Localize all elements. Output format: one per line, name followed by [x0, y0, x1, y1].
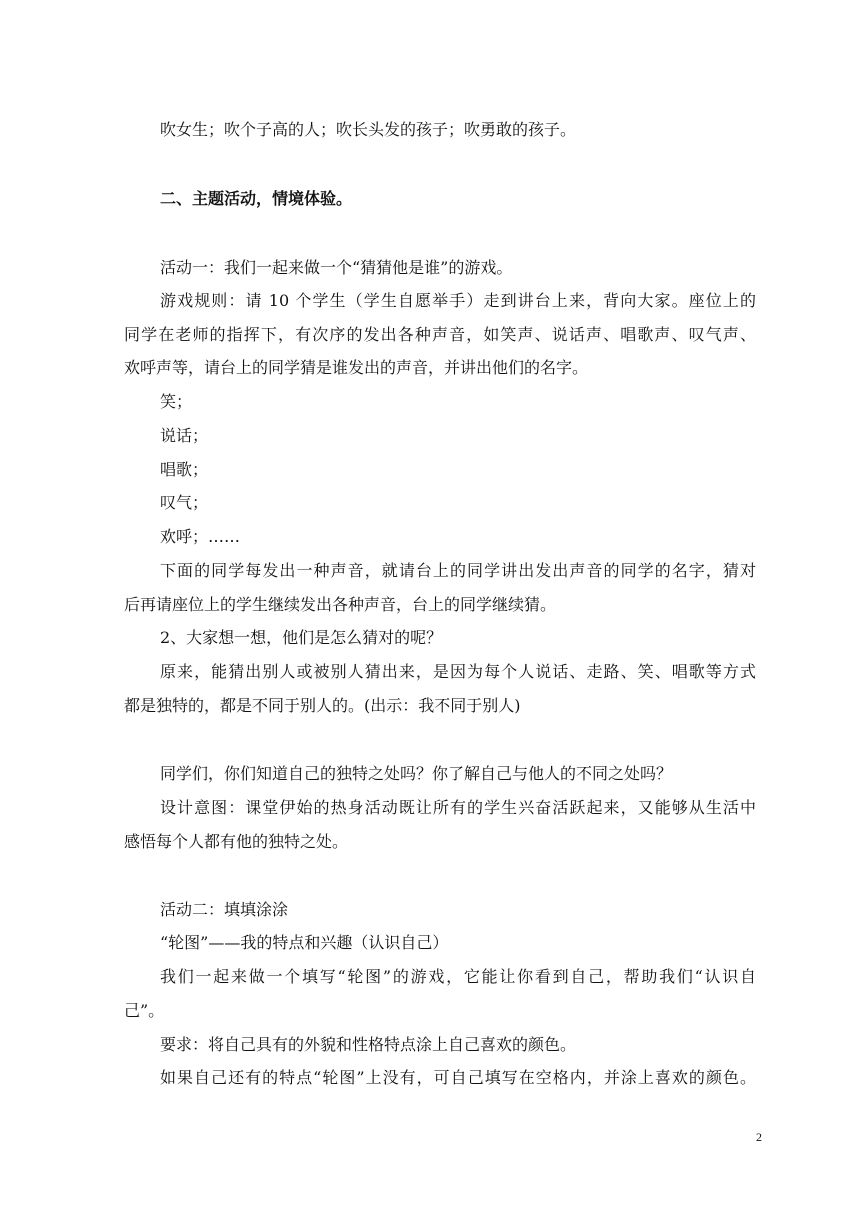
section-heading: 二、主题活动，情境体验。: [160, 189, 353, 208]
requirement-line: 如果自己还有的特点“轮图”上没有，可自己填写在空格内，并涂上喜欢的颜色。: [160, 1068, 756, 1087]
game-rules-line: 同学在老师的指挥下，有次序的发出各种声音，如笑声、说话声、唱歌声、叹气声、: [124, 325, 756, 344]
wheel-diagram-title: “轮图”——我的特点和兴趣（认识自己）: [160, 933, 449, 952]
design-intent-line: 设计意图：课堂伊始的热身活动既让所有的学生兴奋活跃起来，又能够从生活中: [160, 798, 756, 817]
activity-two-title: 活动二：填填涂涂: [160, 900, 289, 919]
sound-item: 欢呼；……: [160, 527, 241, 546]
sound-item: 说话；: [160, 426, 209, 445]
instruction-line: 后再请座位上的学生继续发出各种声音，台上的同学继续猜。: [124, 595, 557, 614]
instruction-line: 下面的同学每发出一种声音，就请台上的同学讲出发出声音的同学的名字，猜对: [160, 561, 756, 580]
text-line: 吹女生；吹个子高的人；吹长头发的孩子；吹勇敢的孩子。: [160, 120, 577, 139]
activity-description-line: 己”。: [124, 1001, 165, 1020]
design-intent-line: 感悟每个人都有他的独特之处。: [124, 832, 349, 851]
explanation-line: 都是独特的，都是不同于别人的。(出示：我不同于别人): [124, 696, 521, 715]
game-rules-line: 欢呼声等，请台上的同学猜是谁发出的声音，并讲出他们的名字。: [124, 358, 589, 377]
requirement-line: 要求：将自己具有的外貌和性格特点涂上自己喜欢的颜色。: [160, 1035, 577, 1054]
question-line: 同学们，你们知道自己的独特之处吗？你了解自己与他人的不同之处吗？: [160, 764, 673, 783]
activity-description-line: 我们一起来做一个填写“轮图”的游戏，它能让你看到自己，帮助我们“认识自: [160, 967, 756, 986]
page-number: 2: [756, 1130, 762, 1144]
sound-item: 叹气；: [160, 493, 209, 512]
sound-item: 笑；: [160, 392, 193, 411]
activity-one-title: 活动一：我们一起来做一个“猜猜他是谁”的游戏。: [160, 258, 513, 277]
game-rules-line: 游戏规则：请 10 个学生（学生自愿举手）走到讲台上来，背向大家。座位上的: [160, 291, 756, 310]
sound-item: 唱歌；: [160, 460, 209, 479]
explanation-line: 原来，能猜出别人或被别人猜出来，是因为每个人说话、走路、笑、唱歌等方式: [160, 662, 756, 681]
question-line: 2、大家想一想，他们是怎么猜对的呢？: [160, 628, 443, 647]
